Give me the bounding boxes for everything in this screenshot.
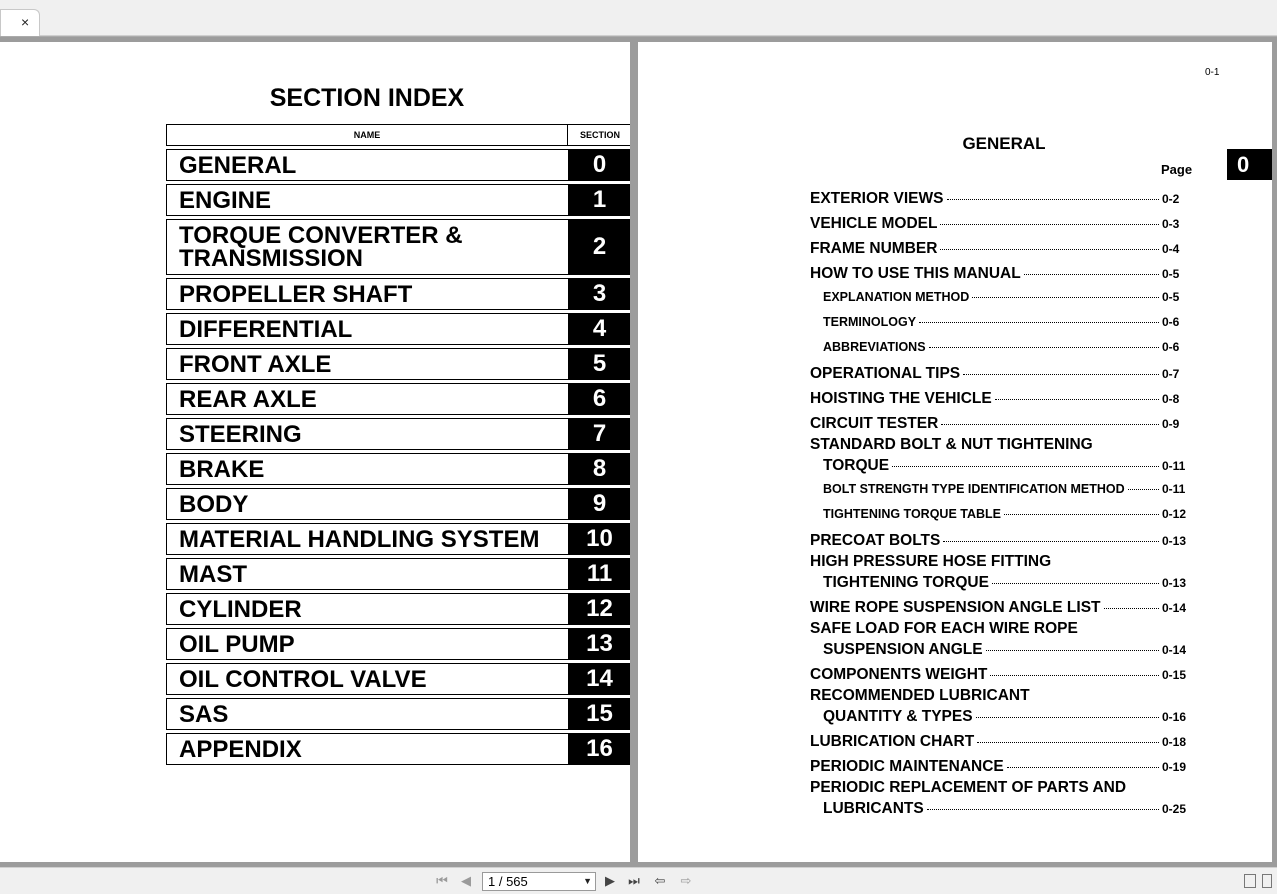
table-row <box>166 698 630 730</box>
dot-leader <box>986 650 1159 651</box>
table-row <box>166 149 630 181</box>
dot-leader <box>992 583 1159 584</box>
toc-entry[interactable] <box>810 708 1190 726</box>
prev-page-icon[interactable]: ◀ <box>461 873 471 888</box>
table-row <box>166 733 630 765</box>
dot-leader <box>1128 489 1159 490</box>
dot-leader <box>972 297 1159 298</box>
go-forward-icon[interactable]: ⇨ <box>680 873 692 888</box>
toc-entry-page: 0-4 <box>1162 242 1180 256</box>
section-name: MAST <box>179 560 247 588</box>
toc-entry-page: 0-11 <box>1162 482 1186 496</box>
table-row <box>166 278 630 310</box>
toc-entry[interactable] <box>810 290 1190 308</box>
column-header-section: SECTION <box>579 130 620 140</box>
dot-leader <box>929 347 1159 348</box>
toc-entry-title: PRECOAT BOLTS <box>810 532 941 549</box>
section-name: CYLINDER <box>179 595 302 623</box>
section-number: 4 <box>568 313 630 345</box>
toc-entry-page: 0-2 <box>1162 192 1180 206</box>
toc-entry-title: QUANTITY & TYPES <box>823 708 973 725</box>
toc-entry-title: VEHICLE MODEL <box>810 215 938 232</box>
section-index-table <box>166 124 630 763</box>
toc-entry-title: ABBREVIATIONS <box>823 340 926 354</box>
page-section-index <box>0 42 630 862</box>
dot-leader <box>963 374 1159 375</box>
toc-entry-page: 0-25 <box>1162 802 1187 816</box>
toc-entry[interactable] <box>810 457 1190 475</box>
toc-entry-title: SUSPENSION ANGLE <box>823 641 983 658</box>
section-name: FRONT AXLE <box>179 350 332 378</box>
section-number: 1 <box>568 184 630 216</box>
section-number: 11 <box>568 558 630 590</box>
table-row <box>166 383 630 415</box>
toc-entry[interactable] <box>810 532 1190 550</box>
dot-leader <box>1004 514 1159 515</box>
column-header-name: NAME <box>167 125 568 145</box>
section-number: 12 <box>568 593 630 625</box>
section-name: OIL PUMP <box>179 630 295 658</box>
toc-entry-title: EXTERIOR VIEWS <box>810 190 944 207</box>
dot-leader <box>927 809 1159 810</box>
toc-entry-heading: HIGH PRESSURE HOSE FITTING <box>810 553 1052 570</box>
section-name: BODY <box>179 490 249 518</box>
toc-entry-page: 0-14 <box>1162 601 1187 615</box>
dot-leader <box>943 541 1159 542</box>
table-row <box>166 558 630 590</box>
section-name: REAR AXLE <box>179 385 317 413</box>
section-number: 15 <box>568 698 630 730</box>
section-number: 5 <box>568 348 630 380</box>
dot-leader <box>940 249 1159 250</box>
section-name: PROPELLER SHAFT <box>179 280 413 308</box>
table-row <box>166 488 630 520</box>
toc-entry-page: 0-16 <box>1162 710 1187 724</box>
toc-entry-title: TORQUE <box>823 457 890 474</box>
toc-entry-page: 0-5 <box>1162 267 1180 281</box>
toc-entry-title: HOW TO USE THIS MANUAL <box>810 265 1021 282</box>
page-reference: 0-1 <box>1205 67 1220 78</box>
section-number: 0 <box>568 149 630 181</box>
tab-bar <box>0 0 1277 36</box>
document-tab[interactable] <box>0 9 40 36</box>
toc-entry[interactable] <box>810 365 1190 383</box>
toc-entry-page: 0-3 <box>1162 217 1180 231</box>
toc-entry-title: FRAME NUMBER <box>810 240 938 257</box>
table-row <box>166 219 630 275</box>
section-number: 3 <box>568 278 630 310</box>
toc-entry[interactable] <box>810 666 1190 684</box>
section-number: 10 <box>568 523 630 555</box>
section-tab-marker: 0 <box>1227 149 1272 180</box>
page-column-label: Page <box>1161 162 1193 177</box>
dot-leader <box>995 399 1159 400</box>
toc-entry[interactable] <box>810 240 1190 258</box>
table-row <box>166 523 630 555</box>
section-number: 6 <box>568 383 630 415</box>
toc-entry-page: 0-19 <box>1162 760 1187 774</box>
section-number: 14 <box>568 663 630 695</box>
section-number: 7 <box>568 418 630 450</box>
toc-entry[interactable] <box>810 315 1190 333</box>
toc-entry-page: 0-6 <box>1162 315 1180 329</box>
toc-entry-page: 0-7 <box>1162 367 1180 381</box>
toc-entry-page: 0-14 <box>1162 643 1187 657</box>
single-page-icon[interactable] <box>1244 874 1256 888</box>
toc-entry[interactable] <box>810 641 1190 659</box>
close-icon[interactable]: × <box>21 14 30 30</box>
last-page-icon[interactable]: ⏭ <box>628 873 640 888</box>
toc-entry-title: PERIODIC MAINTENANCE <box>810 758 1004 775</box>
toc-entry-title: EXPLANATION METHOD <box>823 290 970 304</box>
dot-leader <box>976 717 1159 718</box>
toc-entry-page: 0-18 <box>1162 735 1187 749</box>
table-row <box>166 313 630 345</box>
table-row <box>166 418 630 450</box>
section-number: 16 <box>568 733 630 765</box>
toc-entry-page: 0-13 <box>1162 534 1187 548</box>
toc-entry-title: OPERATIONAL TIPS <box>810 365 961 382</box>
section-number: 13 <box>568 628 630 660</box>
next-page-icon[interactable]: ▶ <box>605 873 615 888</box>
table-row <box>166 348 630 380</box>
toc-entry-title: TIGHTENING TORQUE TABLE <box>823 507 1002 521</box>
toc-entry[interactable] <box>810 507 1190 525</box>
dot-leader <box>1104 608 1159 609</box>
page-general-contents <box>638 42 1272 862</box>
toc-entry[interactable] <box>810 340 1190 358</box>
toc-entry[interactable] <box>810 215 1190 233</box>
toc-entry-page: 0-12 <box>1162 507 1187 521</box>
table-row <box>166 184 630 216</box>
go-back-icon[interactable]: ⇦ <box>654 873 666 888</box>
toc-entry-title: TERMINOLOGY <box>823 315 917 329</box>
section-number: 8 <box>568 453 630 485</box>
toc-entry-heading: SAFE LOAD FOR EACH WIRE ROPE <box>810 620 1078 637</box>
toc-entry-page: 0-11 <box>1162 459 1186 473</box>
section-name: MATERIAL HANDLING SYSTEM <box>179 525 540 553</box>
toc-entry[interactable] <box>810 733 1190 751</box>
two-page-icon[interactable] <box>1262 874 1272 888</box>
page-number-value: 1 / 565 <box>488 874 528 889</box>
toc-entry-title: BOLT STRENGTH TYPE IDENTIFICATION METHOD <box>823 482 1125 496</box>
table-row <box>166 593 630 625</box>
dot-leader <box>919 322 1159 323</box>
section-name: ENGINE <box>179 186 272 214</box>
toc-entry[interactable] <box>810 800 1190 818</box>
first-page-icon[interactable]: ⏮ <box>436 873 448 888</box>
table-row <box>166 663 630 695</box>
toc-entry-title: LUBRICATION CHART <box>810 733 975 750</box>
toc-entry-title: HOISTING THE VEHICLE <box>810 390 992 407</box>
section-number: 9 <box>568 488 630 520</box>
toc-entry[interactable] <box>810 482 1190 500</box>
toc-entry[interactable] <box>810 390 1190 408</box>
chevron-down-icon[interactable]: ▼ <box>583 876 592 886</box>
toc-entry[interactable] <box>810 599 1190 617</box>
dot-leader <box>892 466 1159 467</box>
dot-leader <box>990 675 1159 676</box>
toc-entry-page: 0-6 <box>1162 340 1180 354</box>
page-title: SECTION INDEX <box>269 84 465 112</box>
toc-entry-heading: RECOMMENDED LUBRICANT <box>810 687 1030 704</box>
toc-entry-title: COMPONENTS WEIGHT <box>810 666 988 683</box>
section-name: STEERING <box>179 420 302 448</box>
bottom-toolbar <box>0 867 1277 894</box>
toc-entry-title: CIRCUIT TESTER <box>810 415 939 432</box>
dot-leader <box>977 742 1159 743</box>
toc-entry-page: 0-13 <box>1162 576 1187 590</box>
toc-entry[interactable] <box>810 574 1190 592</box>
toc-entry[interactable] <box>810 758 1190 776</box>
page-number-field[interactable] <box>482 872 596 891</box>
toc-entry[interactable] <box>810 190 1190 208</box>
dot-leader <box>1024 274 1159 275</box>
toc-entry-page: 0-5 <box>1162 290 1180 304</box>
section-name: GENERAL <box>179 151 297 179</box>
toc-entry[interactable] <box>810 265 1190 283</box>
toc-entry-title: TIGHTENING TORQUE <box>823 574 989 591</box>
section-title: GENERAL <box>962 134 1046 153</box>
section-name: APPENDIX <box>179 735 302 763</box>
section-number: 2 <box>568 219 630 275</box>
toc-entry[interactable] <box>810 415 1190 433</box>
toc-entry-heading: STANDARD BOLT & NUT TIGHTENING <box>810 436 1093 453</box>
section-name: BRAKE <box>179 455 265 483</box>
table-row <box>166 453 630 485</box>
table-header <box>166 124 630 146</box>
toc-entry-heading: PERIODIC REPLACEMENT OF PARTS AND <box>810 779 1127 796</box>
toc-entry-title: LUBRICANTS <box>823 800 924 817</box>
section-name: TORQUE CONVERTER & TRANSMISSION <box>179 222 463 272</box>
table-row <box>166 628 630 660</box>
section-name: DIFFERENTIAL <box>179 315 353 343</box>
dot-leader <box>947 199 1160 200</box>
toc-entry-page: 0-9 <box>1162 417 1180 431</box>
toc-entry-page: 0-15 <box>1162 668 1187 682</box>
toc-entry-page: 0-8 <box>1162 392 1180 406</box>
dot-leader <box>941 424 1159 425</box>
dot-leader <box>940 224 1159 225</box>
section-name: SAS <box>179 700 229 728</box>
section-name: OIL CONTROL VALVE <box>179 665 427 693</box>
toc-entry-title: WIRE ROPE SUSPENSION ANGLE LIST <box>810 599 1101 616</box>
document-viewer <box>0 37 1277 867</box>
dot-leader <box>1007 767 1159 768</box>
